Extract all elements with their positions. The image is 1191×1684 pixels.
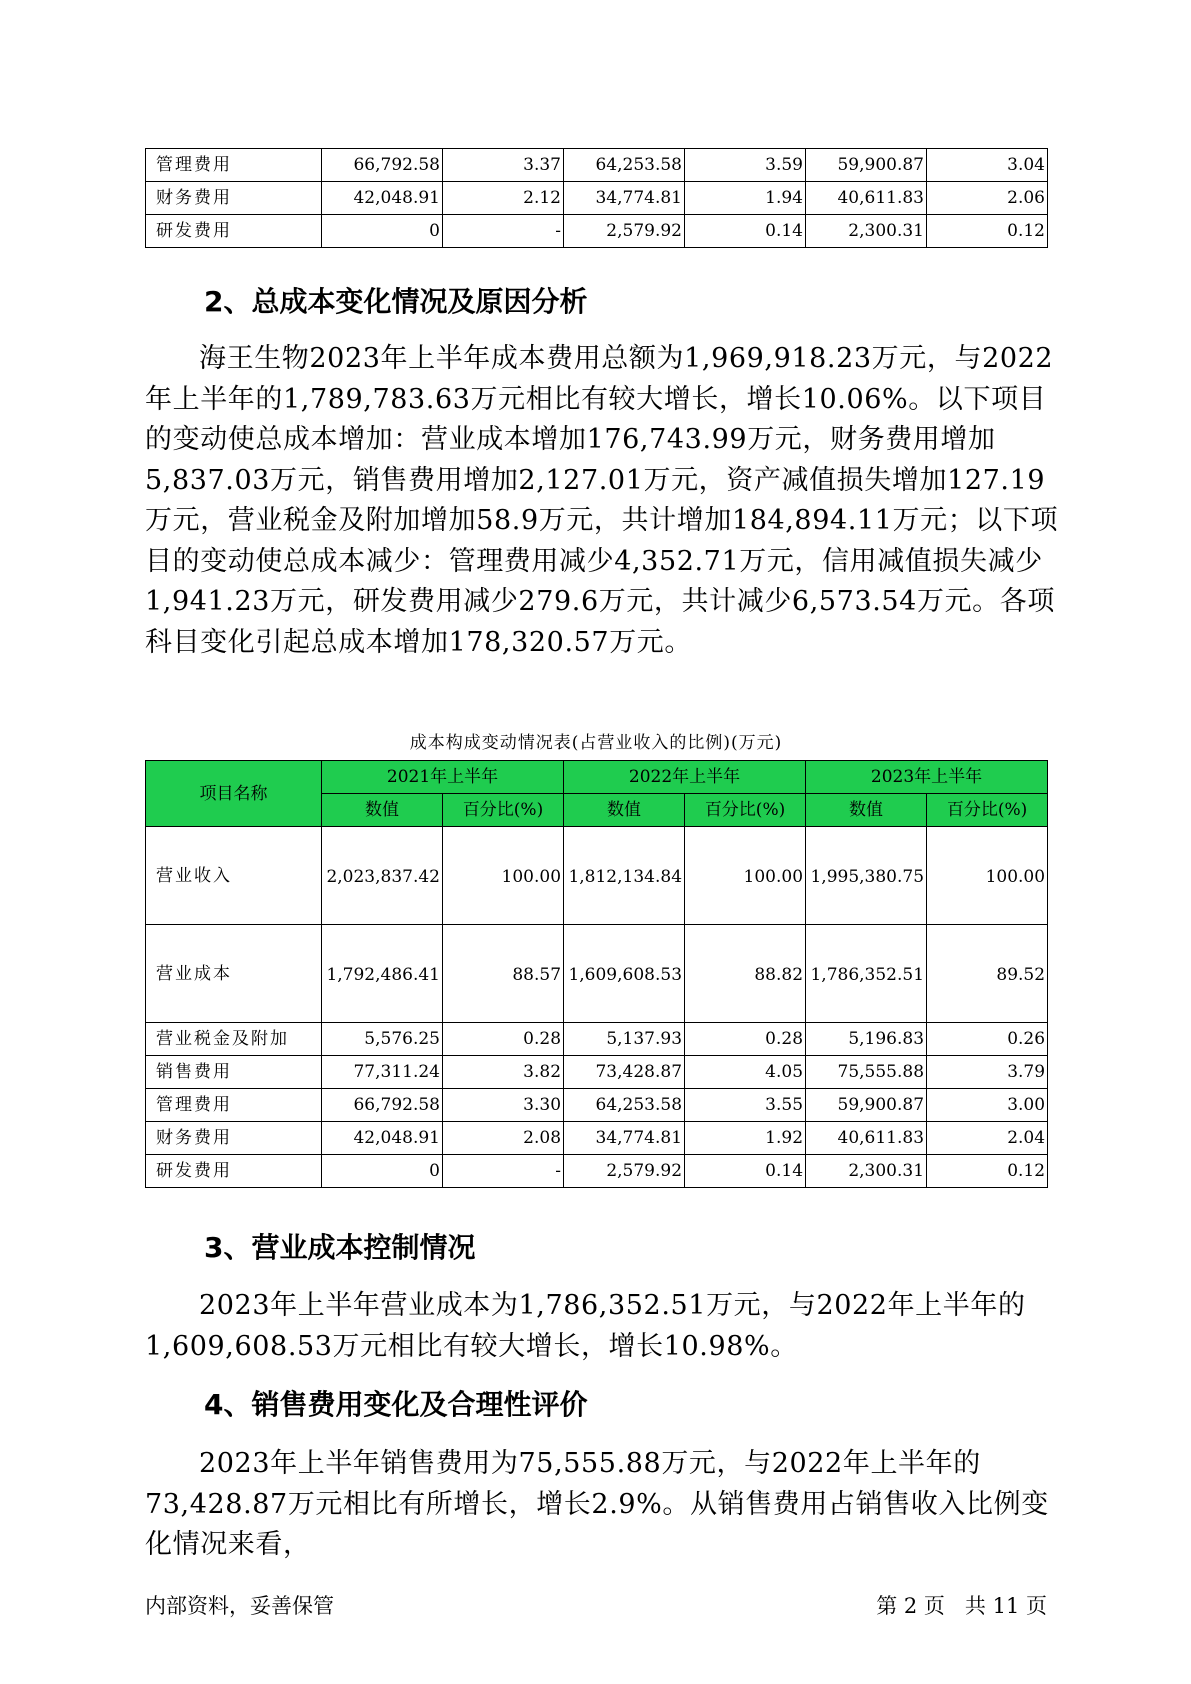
cost-table-continued bbox=[145, 148, 1048, 248]
table-row bbox=[146, 1155, 1048, 1188]
cell-percent: 3.37 bbox=[443, 149, 564, 182]
cell-value: 59,900.87 bbox=[806, 1089, 927, 1122]
header-item-name: 项目名称 bbox=[146, 761, 322, 827]
body-paragraph: 2023年上半年销售费用为75,555.88万元，与2022年上半年的73,428.87万元相比有所增长，增长2.9%。从销售费用占销售收入比例变化情况来看， bbox=[145, 1448, 1049, 1560]
cell-percent: 89.52 bbox=[927, 925, 1048, 1023]
table-row bbox=[146, 1089, 1048, 1122]
table-row bbox=[146, 149, 1048, 182]
cell-value: 64,253.58 bbox=[564, 149, 685, 182]
table-row bbox=[146, 182, 1048, 215]
table-row bbox=[146, 1023, 1048, 1056]
cell-percent: 0.28 bbox=[443, 1023, 564, 1056]
cell-percent: 1.94 bbox=[685, 182, 806, 215]
cell-value: 73,428.87 bbox=[564, 1056, 685, 1089]
cell-value: 0 bbox=[322, 215, 443, 248]
cell-percent: 0.14 bbox=[685, 215, 806, 248]
cell-value: 42,048.91 bbox=[322, 182, 443, 215]
cell-value: 2,579.92 bbox=[564, 1155, 685, 1188]
cell-value: 2,300.31 bbox=[806, 215, 927, 248]
row-label: 管理费用 bbox=[146, 1089, 322, 1122]
cell-percent: 3.04 bbox=[927, 149, 1048, 182]
cell-value: 75,555.88 bbox=[806, 1056, 927, 1089]
cell-percent: 100.00 bbox=[927, 827, 1048, 925]
row-label: 研发费用 bbox=[146, 1155, 322, 1188]
cell-value: 1,812,134.84 bbox=[564, 827, 685, 925]
cell-percent: 3.30 bbox=[443, 1089, 564, 1122]
cell-value: 34,774.81 bbox=[564, 1122, 685, 1155]
row-label: 销售费用 bbox=[146, 1056, 322, 1089]
header-value: 数值 bbox=[564, 794, 685, 827]
body-paragraph: 2023年上半年营业成本为1,786,352.51万元，与2022年上半年的1,609,608.53万元相比有较大增长，增长10.98%。 bbox=[145, 1290, 1026, 1362]
header-percent: 百分比(%) bbox=[927, 794, 1048, 827]
header-value: 数值 bbox=[806, 794, 927, 827]
cell-percent: 2.04 bbox=[927, 1122, 1048, 1155]
row-label: 财务费用 bbox=[146, 1122, 322, 1155]
cell-value: 2,023,837.42 bbox=[322, 827, 443, 925]
section-heading: 3、营业成本控制情况 bbox=[204, 1231, 476, 1264]
footer-confidential: 内部资料，妥善保管 bbox=[145, 1594, 334, 1618]
cell-value: 77,311.24 bbox=[322, 1056, 443, 1089]
table-row bbox=[146, 215, 1048, 248]
cell-value: 1,609,608.53 bbox=[564, 925, 685, 1023]
header-value: 数值 bbox=[322, 794, 443, 827]
cell-percent: 2.12 bbox=[443, 182, 564, 215]
header-percent: 百分比(%) bbox=[443, 794, 564, 827]
cell-value: 66,792.58 bbox=[322, 149, 443, 182]
row-label: 管理费用 bbox=[146, 149, 322, 182]
cell-percent: - bbox=[443, 215, 564, 248]
cell-percent: 1.92 bbox=[685, 1122, 806, 1155]
cell-percent: 88.82 bbox=[685, 925, 806, 1023]
cell-value: 5,196.83 bbox=[806, 1023, 927, 1056]
table-header-row bbox=[146, 761, 1048, 794]
cell-percent: 3.79 bbox=[927, 1056, 1048, 1089]
cell-percent: 88.57 bbox=[443, 925, 564, 1023]
section-heading: 4、销售费用变化及合理性评价 bbox=[204, 1388, 588, 1421]
cell-percent: 100.00 bbox=[685, 827, 806, 925]
cell-percent: 2.08 bbox=[443, 1122, 564, 1155]
row-label: 营业税金及附加 bbox=[146, 1023, 322, 1056]
cell-percent: 0.28 bbox=[685, 1023, 806, 1056]
body-paragraph: 海王生物2023年上半年成本费用总额为1,969,918.23万元，与2022年上半年的1,789,783.63万元相比有较大增长，增长10.06%。以下项目的变动使总成本增加：营业成本增加176,743.99万元，财务费用增加5,837.03万元，销售费用增加2,127.01万元，资产减值损失增加127.19万元，营业税金及附加增加58.9万元，共计增加184,894.11万元；以下项目的变动使总成本减少：管理费用减少4,352.71万元，信用减值损失减少1,941.23万元，研发费用减少279.6万元，共计减少6,573.54万元。各项科目变化引起总成本增加178,320.57万元。 bbox=[145, 343, 1059, 658]
cell-value: 34,774.81 bbox=[564, 182, 685, 215]
cell-value: 1,786,352.51 bbox=[806, 925, 927, 1023]
header-period: 2023年上半年 bbox=[806, 761, 1048, 794]
header-period: 2021年上半年 bbox=[322, 761, 564, 794]
cell-value: 0 bbox=[322, 1155, 443, 1188]
cell-value: 59,900.87 bbox=[806, 149, 927, 182]
cell-percent: 0.12 bbox=[927, 1155, 1048, 1188]
cell-percent: 3.00 bbox=[927, 1089, 1048, 1122]
cell-value: 40,611.83 bbox=[806, 182, 927, 215]
row-label: 财务费用 bbox=[146, 182, 322, 215]
table-row bbox=[146, 925, 1048, 1023]
row-label: 研发费用 bbox=[146, 215, 322, 248]
cell-percent: 100.00 bbox=[443, 827, 564, 925]
table1-body bbox=[146, 149, 1048, 248]
cell-value: 2,300.31 bbox=[806, 1155, 927, 1188]
cell-value: 40,611.83 bbox=[806, 1122, 927, 1155]
cost-structure-table bbox=[145, 760, 1048, 1188]
cell-value: 5,137.93 bbox=[564, 1023, 685, 1056]
cell-value: 2,579.92 bbox=[564, 215, 685, 248]
table-row bbox=[146, 1056, 1048, 1089]
header-percent: 百分比(%) bbox=[685, 794, 806, 827]
cell-percent: 2.06 bbox=[927, 182, 1048, 215]
cell-value: 42,048.91 bbox=[322, 1122, 443, 1155]
section-heading: 2、总成本变化情况及原因分析 bbox=[204, 285, 588, 318]
cell-percent: 3.59 bbox=[685, 149, 806, 182]
cell-percent: 0.14 bbox=[685, 1155, 806, 1188]
cell-value: 1,995,380.75 bbox=[806, 827, 927, 925]
cell-value: 66,792.58 bbox=[322, 1089, 443, 1122]
footer-page-number: 第 2 页 共 11 页 bbox=[876, 1594, 1047, 1618]
cell-percent: 3.55 bbox=[685, 1089, 806, 1122]
cell-percent: 4.05 bbox=[685, 1056, 806, 1089]
table-caption: 成本构成变动情况表(占营业收入的比例)(万元) bbox=[409, 733, 783, 753]
cell-percent: 0.12 bbox=[927, 215, 1048, 248]
cell-value: 1,792,486.41 bbox=[322, 925, 443, 1023]
table-row bbox=[146, 1122, 1048, 1155]
table-row bbox=[146, 827, 1048, 925]
cell-percent: 0.26 bbox=[927, 1023, 1048, 1056]
cell-percent: - bbox=[443, 1155, 564, 1188]
cell-value: 64,253.58 bbox=[564, 1089, 685, 1122]
cell-percent: 3.82 bbox=[443, 1056, 564, 1089]
table2-body bbox=[146, 827, 1048, 1188]
row-label: 营业收入 bbox=[146, 827, 322, 925]
cell-value: 5,576.25 bbox=[322, 1023, 443, 1056]
row-label: 营业成本 bbox=[146, 925, 322, 1023]
header-period: 2022年上半年 bbox=[564, 761, 806, 794]
